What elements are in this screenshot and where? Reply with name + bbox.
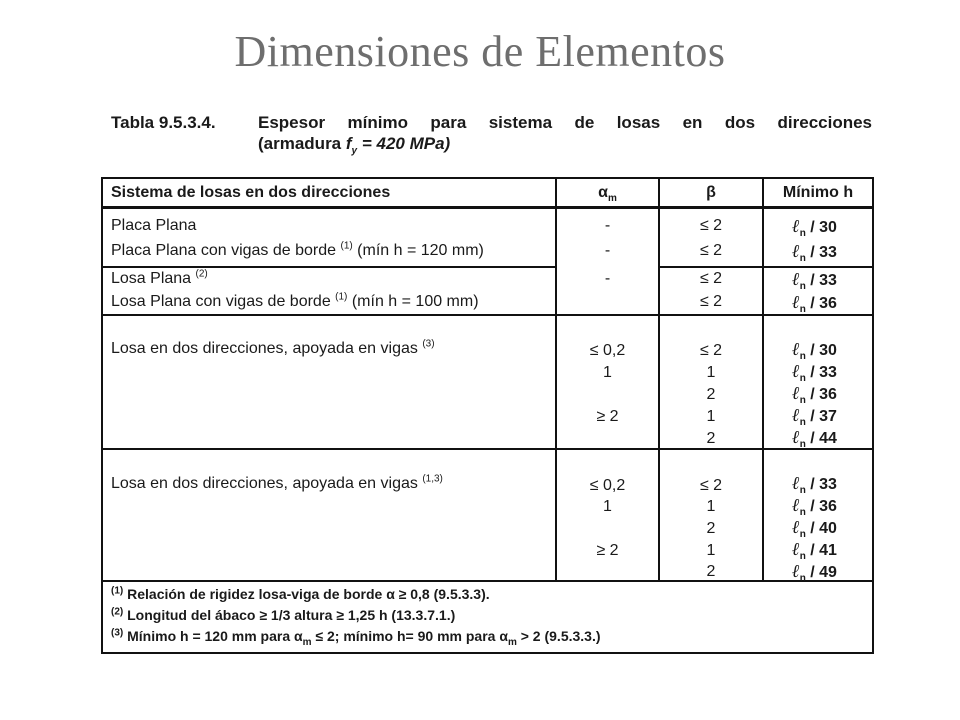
row-beta: ≤ 2 (699, 217, 723, 234)
row-system: Losa Plana con vigas de borde $^{(1)}$ (mín h = 100 mm) (111, 291, 479, 310)
row-system: Placa Plana (111, 217, 197, 234)
row-system: Placa Plana con vigas de borde $^{(1)}$ (mín h = 120 mm) (111, 240, 484, 259)
row-beta: 2 (706, 520, 716, 537)
row-divider-1b (658, 266, 872, 268)
row-alpha: ≤ 0,2 (589, 477, 626, 494)
row-divider-1 (103, 266, 555, 268)
footnote: $^{(2)}$ Longitud del ábaco ≥ 1/3 altura ≥ 1,25 h (13.3.7.1.) (111, 606, 456, 623)
row-min-h: ℓ$_n$ / 49 (792, 561, 837, 585)
row-beta: 1 (706, 542, 716, 559)
thickness-table (101, 177, 874, 654)
footnote: $^{(1)}$ Relación de rigidez losa-viga de borde α ≥ 0,8 (9.5.3.3). (111, 585, 490, 602)
row-beta: 2 (706, 430, 716, 447)
row-alpha: 1 (603, 498, 612, 515)
row-divider-2 (103, 314, 872, 316)
row-beta: 2 (706, 386, 716, 403)
header-beta: β (706, 184, 716, 201)
row-alpha: ≥ 2 (596, 408, 619, 425)
row-min-h: ℓ$_n$ / 36 (792, 383, 837, 407)
row-system: Losa en dos direcciones, apoyada en vigas $^{(3)}$ (111, 338, 435, 357)
table-number: Tabla 9.5.3.4. (111, 113, 216, 132)
col-divider-3 (762, 179, 764, 580)
row-system: Losa Plana $^{(2)}$ (111, 268, 208, 287)
row-min-h: ℓ$_n$ / 40 (792, 517, 837, 541)
table-caption-line2: (armadura $f_y = 420$ MPa) (258, 134, 451, 157)
row-beta: 1 (706, 364, 716, 381)
row-beta: ≤ 2 (699, 477, 723, 494)
row-alpha: - (604, 270, 611, 287)
row-alpha: - (604, 217, 611, 234)
row-min-h: ℓ$_n$ / 36 (792, 292, 837, 316)
row-beta: 1 (706, 498, 716, 515)
row-min-h: ℓ$_n$ / 33 (792, 269, 837, 293)
row-beta: 1 (706, 408, 716, 425)
row-min-h: ℓ$_n$ / 30 (792, 216, 837, 240)
row-min-h: ℓ$_n$ / 33 (792, 361, 837, 385)
table-caption-line1: Espesor mínimo para sistema de losas en dos direcciones (258, 113, 872, 132)
header-min-h: Mínimo h (782, 184, 854, 201)
row-beta: ≤ 2 (699, 342, 723, 359)
row-beta: ≤ 2 (699, 293, 723, 310)
row-min-h: ℓ$_n$ / 37 (792, 405, 837, 429)
row-alpha: 1 (603, 364, 612, 381)
header-rule (103, 206, 872, 209)
row-min-h: ℓ$_n$ / 30 (792, 339, 837, 363)
footnote: $^{(3)}$ Mínimo h = 120 mm para $\alpha_m \le 2$; mínimo h= 90 mm para $\alpha_m > 2$ (9.5.3.3.) (111, 627, 601, 648)
row-beta: ≤ 2 (699, 270, 723, 287)
header-system: Sistema de losas en dos direcciones (111, 184, 391, 201)
header-alpha: $\alpha_m$ (598, 184, 617, 205)
row-beta: 2 (706, 563, 716, 580)
row-system: Losa en dos direcciones, apoyada en vigas $^{(1,3)}$ (111, 473, 443, 492)
row-min-h: ℓ$_n$ / 41 (792, 539, 837, 563)
row-min-h: ℓ$_n$ / 36 (792, 495, 837, 519)
row-alpha: ≥ 2 (596, 542, 619, 559)
row-min-h: ℓ$_n$ / 33 (792, 473, 837, 497)
row-min-h: ℓ$_n$ / 33 (792, 241, 837, 265)
row-min-h: ℓ$_n$ / 44 (792, 427, 837, 451)
row-alpha: - (604, 242, 611, 259)
slide-title: Dimensiones de Elementos (234, 27, 726, 76)
row-alpha: ≤ 0,2 (589, 342, 626, 359)
row-beta: ≤ 2 (699, 242, 723, 259)
